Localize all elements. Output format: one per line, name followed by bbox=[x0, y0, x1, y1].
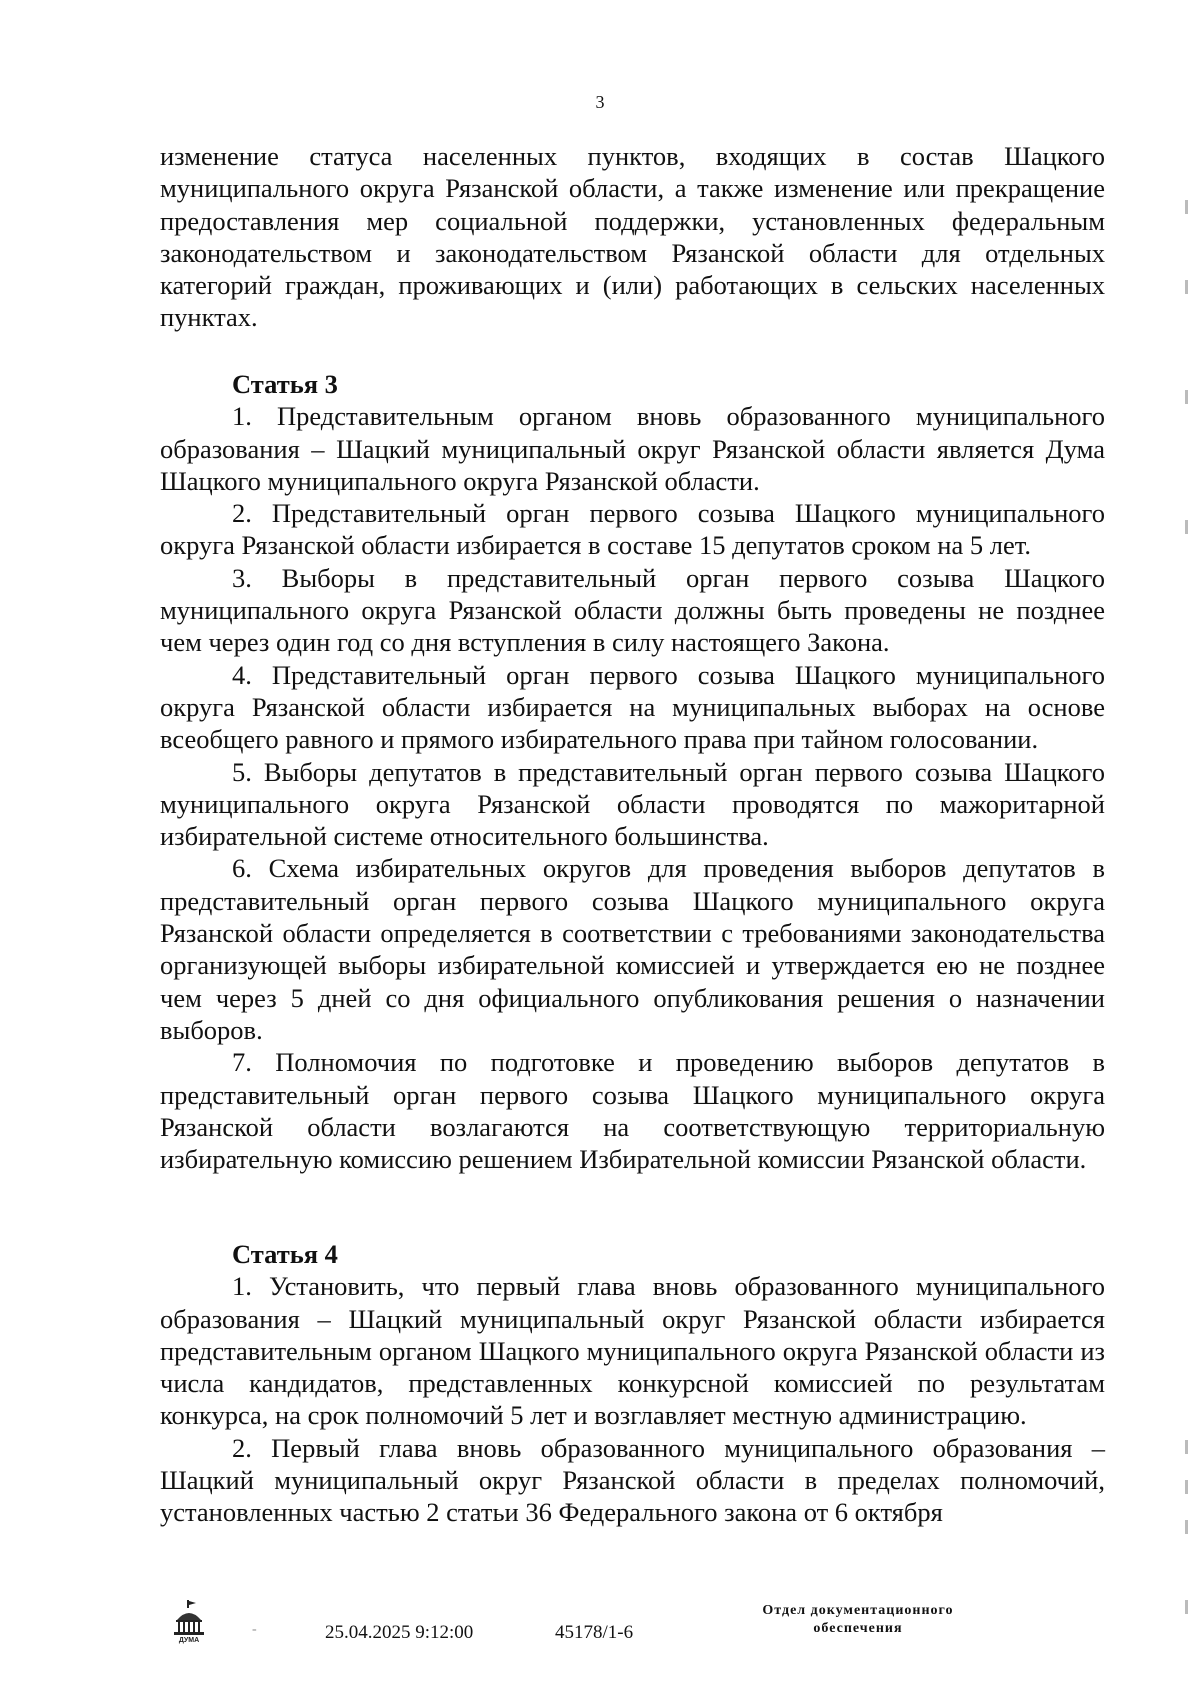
page-footer bbox=[0, 1600, 1200, 1660]
article-3-paragraph-7: 7. Полномочия по подготовке и проведению выборов депутатов в представительный орган первого созыва Шацкого муниципального округа Рязанской области возлагаются на соответствующую территориальную избирательную комиссию решением Избирательной комиссии Рязанской области. bbox=[160, 1047, 1105, 1175]
article-3-paragraph-4: 4. Представительный орган первого созыва Шацкого муниципального округа Рязанской области избирается на муниципальных выборах на основе всеобщего равного и прямого избирательного права при тайном голосовании. bbox=[160, 659, 1105, 755]
page-number: 3 bbox=[595, 92, 605, 112]
article-3-paragraph-3: 3. Выборы в представительный орган первого созыва Шацкого муниципального округа Рязанской области должны быть проведены не позднее чем через один год со дня вступления в силу настоящего Закона. bbox=[160, 562, 1105, 658]
article-4-heading: Статья 4 bbox=[232, 1239, 338, 1269]
article-4-paragraph-2: 2. Первый глава вновь образованного муниципального образования – Шацкий муниципальный округ Рязанской области в пределах полномочий, установленных частью 2 статьи 36 Федерального закона от 6 октября bbox=[160, 1432, 1105, 1528]
duma-logo-icon bbox=[170, 1600, 208, 1644]
article-3-paragraph-2: 2. Представительный орган первого созыва Шацкого муниципального округа Рязанской области избирается в составе 15 депутатов сроком на 5 лет. bbox=[160, 498, 1105, 561]
article-3-paragraph-5: 5. Выборы депутатов в представительный орган первого созыва Шацкого муниципального округа Рязанской области проводятся по мажоритарной избирательной системе относительного большинства. bbox=[160, 756, 1105, 852]
intro-text-block bbox=[160, 140, 1105, 334]
footer-dash: - bbox=[252, 1622, 257, 1637]
article-3-paragraph-1: 1. Представительным органом вновь образованного муниципального образования – Шацкий муниципальный округ Рязанской области является Дума Шацкого муниципального округа Рязанской области. bbox=[160, 401, 1105, 496]
article-3 bbox=[160, 368, 1105, 1175]
article-3-paragraph-6: 6. Схема избирательных округов для проведения выборов депутатов в представительный орган первого созыва Шацкого муниципального округа Рязанской области определяется в соответствии с требованиями законодательства организующей выборы избирательной комиссией и утверждается ею не позднее чем через 5 дней со дня официального опубликования решения о назначении выборов. bbox=[160, 853, 1105, 1045]
footer-department bbox=[728, 1602, 988, 1638]
intro-paragraph: изменение статуса населенных пунктов, входящих в состав Шацкого муниципального округа Рязанской области, а также изменение или прекращение предоставления мер социальной поддержки, установленных федеральным законодательством и законодательством Рязанской области для отдельных категорий граждан, проживающих и (или) работающих в сельских населенных пунктах. bbox=[160, 141, 1105, 333]
duma-logo-text: ДУМА bbox=[178, 1637, 200, 1644]
footer-department-line-1: Отдел документационного bbox=[762, 1603, 954, 1618]
footer-department-line-2: обеспечения bbox=[813, 1621, 903, 1636]
scan-edge-marks bbox=[1182, 140, 1188, 1640]
article-3-heading: Статья 3 bbox=[232, 369, 338, 399]
footer-document-code: 45178/1-6 bbox=[555, 1622, 634, 1643]
footer-datetime: 25.04.2025 9:12:00 bbox=[325, 1622, 474, 1643]
article-4-paragraph-1: 1. Установить, что первый глава вновь образованного муниципального образования – Шацкий муниципальный округ Рязанской области избирается представительным органом Шацкого муниципального округа Рязанской области из числа кандидатов, представленных конкурсной комиссией по результатам конкурса, на срок полномочий 5 лет и возглавляет местную администрацию. bbox=[160, 1271, 1105, 1431]
article-4 bbox=[160, 1238, 1105, 1529]
